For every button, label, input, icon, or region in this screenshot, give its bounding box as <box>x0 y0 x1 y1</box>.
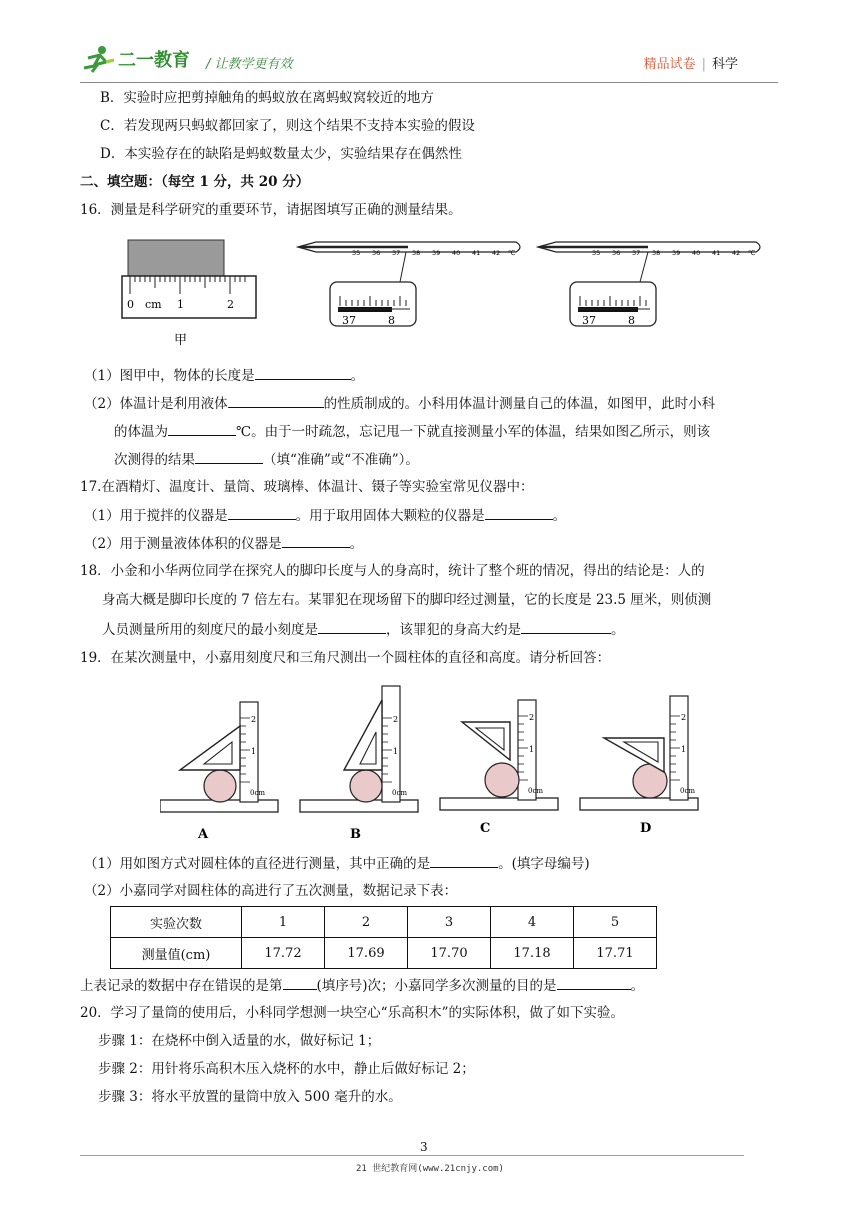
ruler-mark-1: 1 <box>251 747 257 756</box>
ruler-mark-0cm: 0cm <box>680 787 696 795</box>
answer-blank[interactable] <box>485 505 553 520</box>
setup-c <box>440 700 558 836</box>
answer-blank[interactable] <box>557 975 631 990</box>
thermo-label-40: 40 <box>692 249 701 257</box>
table-header-row <box>111 907 657 938</box>
table-cell: 4 <box>491 907 574 938</box>
q19-part2: （2）小嘉同学对圆柱体的高进行了五次测量，数据记录下表： <box>84 883 458 899</box>
q18-line1: 18．小金和小华两位同学在探究人的脚印长度与人的身高时，统计了整个班的情况，得出的结论是：人的 <box>80 563 705 579</box>
q19-after-table <box>80 975 644 996</box>
answer-blank[interactable] <box>228 505 296 520</box>
thermometer-1 <box>296 236 526 332</box>
paper-tag: 精品试卷 <box>643 57 696 72</box>
table-cell: 17.72 <box>242 938 325 969</box>
label-d: D <box>640 821 652 836</box>
answer-blank[interactable] <box>255 365 351 380</box>
thermo-label-35: 35 <box>352 249 361 257</box>
q20-stem: 20．学习了量筒的使用后，小科同学想测一块空心“乐高积木”的实际体积，做了如下实验。 <box>80 1005 624 1021</box>
table-cell: 17.71 <box>574 938 657 969</box>
q15-option-b: B．实验时应把剪掉触角的蚂蚁放在离蚂蚁窝较近的地方 <box>100 90 434 106</box>
q17-p1-text-a: （1）用于搅拌的仪器是 <box>84 508 228 524</box>
label-a: A <box>198 827 209 840</box>
table-cell: 17.69 <box>325 938 408 969</box>
slogan: / 让教学更有效 <box>206 57 293 72</box>
setup-b <box>300 686 418 840</box>
q16-part2-line1 <box>84 393 715 414</box>
runner-logo-icon <box>80 44 116 74</box>
q18-end: 。 <box>611 622 625 638</box>
q16-part2-line2 <box>114 421 710 442</box>
answer-blank[interactable] <box>168 421 236 436</box>
thermo-label-37: 37 <box>632 249 641 257</box>
q17-p2-text: （2）用于测量液体体积的仪器是 <box>84 536 282 552</box>
table-cell: 3 <box>408 907 491 938</box>
thermo-label-36: 36 <box>372 249 381 257</box>
setup-a <box>160 702 278 840</box>
answer-blank[interactable] <box>282 533 350 548</box>
ruler-mark-2: 2 <box>251 715 257 724</box>
q17-p1-text-b: 。用于取用固体大颗粒的仪器是 <box>295 508 485 524</box>
thermo-label-36: 36 <box>612 249 621 257</box>
figure-label-jia: 甲 <box>174 333 188 348</box>
thermo-label-41: 41 <box>712 249 721 257</box>
q16-p2-text-d: ℃。由于一时疏忽，忘记甩一下就直接测量小军的体温，结果如图乙所示，则该 <box>236 424 711 440</box>
answer-blank[interactable] <box>318 619 386 634</box>
q15-option-c: C．若发现两只蚂蚁都回家了，则这个结果不支持本实验的假设 <box>100 118 475 134</box>
table-cell: 1 <box>242 907 325 938</box>
header-right <box>644 53 738 72</box>
answer-blank[interactable] <box>430 853 498 868</box>
ruler-mark-1: 1 <box>529 745 535 754</box>
q19-after-text-b: (填序号)次；小嘉同学多次测量的目的是 <box>316 978 557 994</box>
thermo-label-37: 37 <box>392 249 401 257</box>
q17-p2-end: 。 <box>349 536 364 552</box>
thermo-label-40: 40 <box>452 249 461 257</box>
table-cell: 测量值(cm) <box>111 938 242 969</box>
thermo-label-39: 39 <box>432 249 441 257</box>
table-cell: 17.18 <box>491 938 574 969</box>
q16-p2-text-e: 次测得的结果 <box>114 452 195 468</box>
thermo-unit: ℃ <box>508 249 516 257</box>
table-cell: 5 <box>574 907 657 938</box>
q20-step1: 步骤 1：在烧杯中倒入适量的水，做好标记 1； <box>98 1033 381 1049</box>
q16-part1 <box>84 365 364 386</box>
subject-label: 科学 <box>711 57 738 72</box>
thermo-label-35: 35 <box>592 249 601 257</box>
thermo-label-38: 38 <box>652 249 661 257</box>
ruler-mark-1: 1 <box>393 747 399 756</box>
table-cell: 2 <box>325 907 408 938</box>
q19-part1 <box>84 853 590 874</box>
ruler-mark-0cm: 0cm <box>528 787 544 795</box>
q19-after-end: 。 <box>630 978 645 994</box>
q18-line3 <box>102 619 625 640</box>
ruler-mark-2: 2 <box>681 713 687 722</box>
label-b: B <box>350 827 361 840</box>
header-separator: | <box>701 57 706 72</box>
zoom-label-37: 37 <box>582 314 596 327</box>
q16-part2-line3 <box>114 449 419 470</box>
q20-step3: 步骤 3：将水平放置的量筒中放入 500 毫升的水。 <box>98 1089 402 1105</box>
zoom-label-8: 8 <box>388 314 395 327</box>
thermo-label-41: 41 <box>472 249 481 257</box>
q16-stem: 16．测量是科学研究的重要环节，请据图填写正确的测量结果。 <box>80 202 462 218</box>
zoom-label-8: 8 <box>628 314 635 327</box>
q18-line2: 身高大概是脚印长度的 7 倍左右。某罪犯在现场留下的脚印经过测量，它的长度是 23.5 厘米，则侦测 <box>102 592 712 608</box>
header-divider <box>80 82 778 83</box>
label-c: C <box>480 821 491 836</box>
table-row <box>111 938 657 969</box>
ruler-unit: cm <box>145 298 162 311</box>
q17-part1 <box>84 505 566 526</box>
q16-p2-text-a: （2）体温计是利用液体 <box>84 396 228 412</box>
thermo-label-42: 42 <box>732 249 741 257</box>
ruler-body <box>122 276 256 318</box>
footer-site: 21 世纪教育网(www.21cnjy.com) <box>356 1164 504 1174</box>
ruler-mark-2: 2 <box>529 713 535 722</box>
footer-divider <box>80 1155 744 1156</box>
table-cell: 17.70 <box>408 938 491 969</box>
q19-p1-text: （1）用如图方式对圆柱体的直径进行测量，其中正确的是 <box>84 856 431 872</box>
page-header <box>80 40 780 84</box>
ruler-figure <box>120 236 270 348</box>
page-number: 3 <box>420 1140 428 1154</box>
table-cell: 实验次数 <box>111 907 242 938</box>
ruler-tick-1: 1 <box>177 298 184 311</box>
setup-d <box>580 696 698 836</box>
q16-p1-text: （1）图甲中，物体的长度是 <box>84 368 255 384</box>
section-title: 二、填空题：（每空 1 分，共 20 分） <box>80 174 310 190</box>
answer-blank[interactable] <box>521 619 611 634</box>
q18-text-b: ，该罪犯的身高大约是 <box>386 622 521 638</box>
q16-p1-end: 。 <box>350 368 365 384</box>
answer-blank[interactable] <box>195 449 263 464</box>
q18-text-a: 人员测量所用的刻度尺的最小刻度是 <box>102 622 318 638</box>
logo-text: 二一教育 <box>118 50 190 71</box>
q20-step2: 步骤 2：用针将乐高积木压入烧杯的水中，静止后做好标记 2； <box>98 1061 475 1077</box>
q15-option-d: D．本实验存在的缺陷是蚂蚁数量太少，实验结果存在偶然性 <box>100 146 462 162</box>
q16-p2-text-c: 的体温为 <box>114 424 168 440</box>
q19-p1-end: 。(填字母编号) <box>498 856 590 872</box>
q17-part2 <box>84 533 363 554</box>
q16-p2-text-f: （填“准确”或“不准确”）。 <box>263 452 419 468</box>
q17-p1-end: 。 <box>552 508 567 524</box>
measurement-table <box>110 906 657 969</box>
thermo-label-39: 39 <box>672 249 681 257</box>
q19-stem: 19．在某次测量中，小嘉用刻度尺和三角尺测出一个圆柱体的直径和高度。请分析回答： <box>80 650 611 666</box>
ruler-tick-2: 2 <box>227 298 234 311</box>
q17-stem: 17.在酒精灯、温度计、量筒、玻璃棒、体温计、镊子等实验室常见仪器中： <box>80 479 534 495</box>
measured-object <box>128 240 224 276</box>
thermo-label-38: 38 <box>412 249 421 257</box>
ruler-mark-0cm: 0cm <box>250 789 266 797</box>
thermo-unit: ℃ <box>748 249 756 257</box>
zoom-label-37: 37 <box>342 314 356 327</box>
ruler-mark-0cm: 0cm <box>392 789 408 797</box>
ruler-mark-2: 2 <box>393 715 399 724</box>
thermometer-2 <box>536 236 766 332</box>
q16-p2-text-b: 的性质制成的。小科用体温计测量自己的体温，如图甲，此时小科 <box>323 396 716 412</box>
answer-blank[interactable] <box>228 393 324 408</box>
q19-after-text-a: 上表记录的数据中存在错误的是第 <box>80 978 283 994</box>
thermo-label-42: 42 <box>492 249 501 257</box>
q19-figure <box>160 680 700 840</box>
ruler-tick-0: 0 <box>127 298 134 311</box>
ruler-mark-1: 1 <box>681 745 687 754</box>
answer-blank[interactable] <box>283 975 317 990</box>
